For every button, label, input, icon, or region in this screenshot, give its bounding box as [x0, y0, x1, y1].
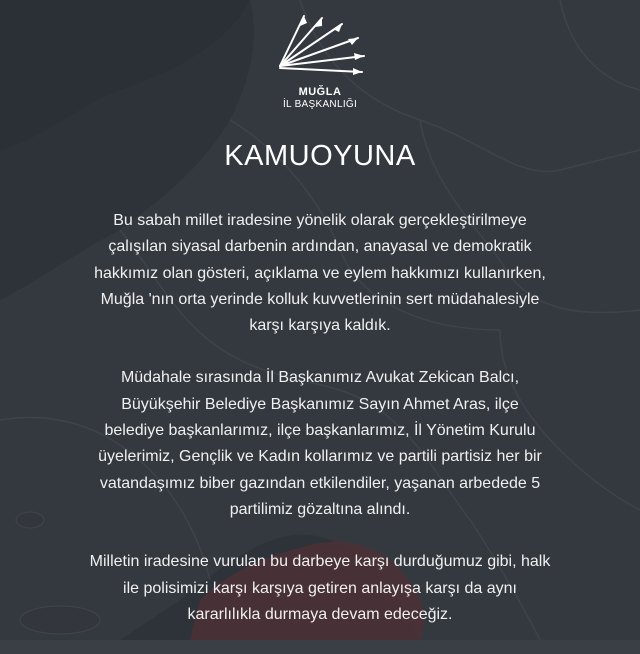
text-line: belediye başkanlarımız, ilçe başkanlarımız, İl Yönetim Kurulu	[104, 422, 536, 440]
logo-title: MUĞLA	[298, 86, 342, 98]
text-line: çalışılan siyasal darbenin ardından, anayasal ve demokratik	[108, 238, 532, 256]
paragraph-3	[24, 549, 616, 628]
paragraph-1	[24, 208, 616, 339]
text-line: Milletin iradesine vurulan bu darbeye karşı durduğumuz gibi, halk	[89, 553, 551, 571]
party-logo	[0, 0, 640, 120]
text-line: kararlılıkla durmaya devam edeceğiz.	[187, 605, 453, 623]
paragraph-2	[24, 365, 616, 523]
text-line: karşı karşıya kaldık.	[249, 317, 391, 335]
six-arrows-icon	[270, 10, 370, 86]
page-title: KAMUOYUNA	[224, 140, 416, 172]
text-line: vatandaşımız biber gazından etkilendiler, yaşanan arbedede 5	[99, 474, 541, 492]
text-line: Müdahale sırasında İl Başkanımız Avukat Zekican Balcı,	[120, 369, 520, 387]
text-line: ile polisimizi karşı karşıya getiren anlayışa karşı da aynı	[123, 579, 517, 597]
text-line: Bu sabah millet iradesine yönelik olarak gerçekleştirilmeye	[113, 212, 527, 229]
text-line: hakkımız olan gösteri, açıklama ve eylem hakkımızı kullanırken,	[94, 264, 546, 282]
text-line: üyelerimiz, Gençlik ve Kadın kollarımız ve partili partisiz her bir	[98, 448, 542, 466]
text-line: partilimiz gözaltına alındı.	[229, 500, 411, 518]
text-line: Büyükşehir Belediye Başkanımız Sayın Ahmet Aras, ilçe	[121, 395, 519, 413]
logo-subtitle: İL BAŞKANLIĞI	[282, 99, 358, 110]
text-line: Muğla 'nın orta yerinde kolluk kuvvetlerinin sert müdahalesiyle	[100, 290, 540, 308]
statement-body	[24, 208, 616, 654]
